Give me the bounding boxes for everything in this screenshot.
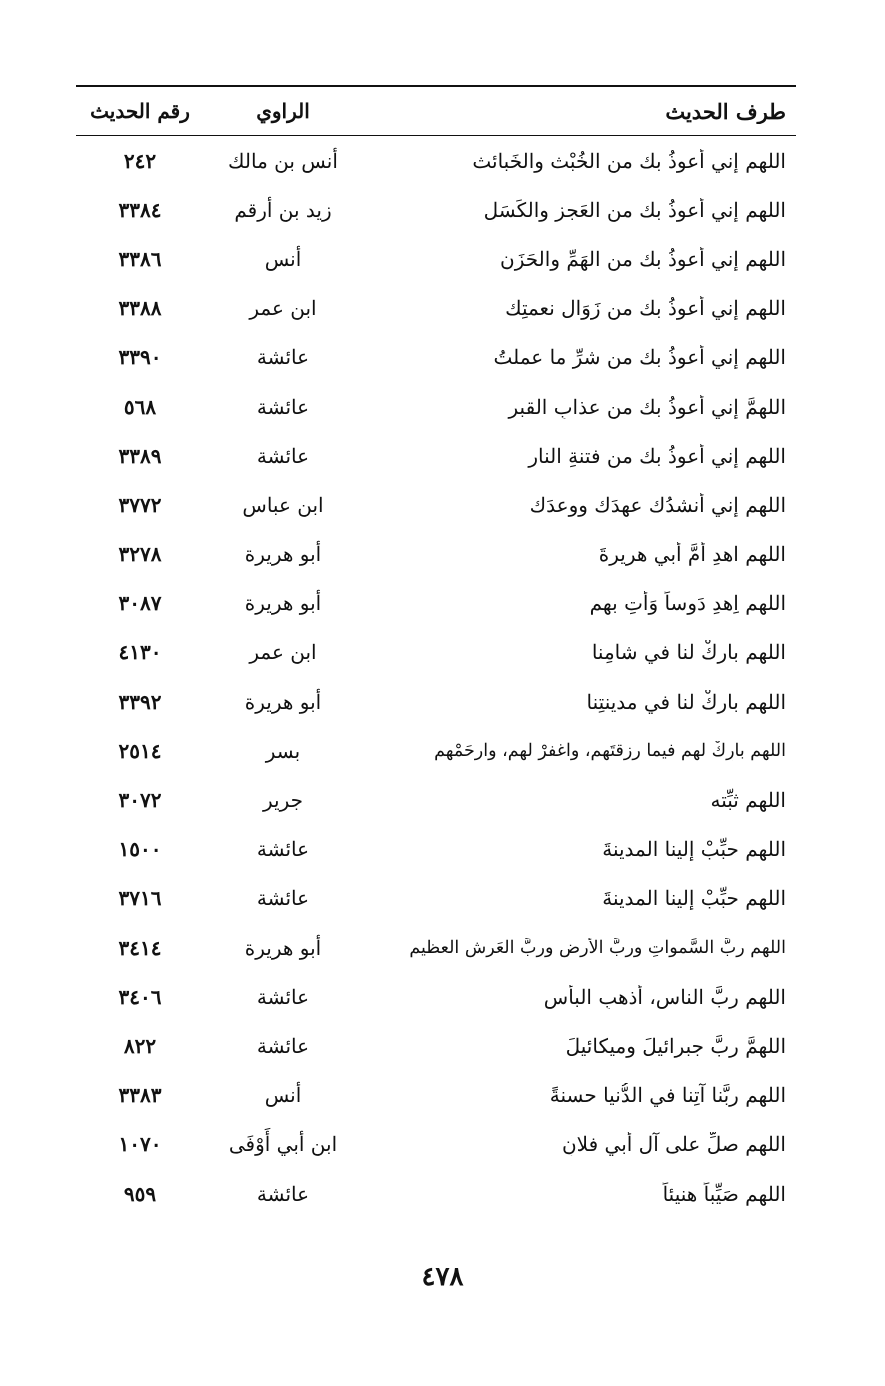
- number-cell: ٢٤٢: [123, 148, 157, 173]
- hadith-cell: اللهم إني أَعوذُ بك من شرِّ ما عملتُ: [493, 345, 786, 370]
- number-cell: ٣٠٨٧: [118, 591, 162, 616]
- number-cell: ٥٦٨: [123, 394, 157, 419]
- number-cell: ٣٣٨٣: [118, 1083, 162, 1108]
- hadith-cell: اللهم إني أَعوذُ بك من زَوَالِ نعمتِك: [505, 296, 786, 321]
- table-row: [76, 185, 796, 234]
- hadith-cell: اللهم اِهدِ دَوساً وَأْتِ بهم: [589, 591, 786, 616]
- hadith-cell: اللهم إني أَعوذُ بك من الهَمِّ والحَزَنِ: [500, 246, 786, 271]
- number-cell: ٣٣٩٠: [118, 345, 162, 370]
- number-cell: ٨٢٢: [123, 1033, 157, 1058]
- hadith-cell: اللهم ربَّ السَّمواتِ وربَّ الأرضِ وربَّ العَرشِ العظيم: [409, 937, 786, 958]
- table-row: [76, 1120, 796, 1169]
- number-cell: ٣٧٧٢: [118, 492, 162, 517]
- table-row: [76, 431, 796, 480]
- hadith-cell: اللهم حبِّبْ إلينا المدينةَ: [602, 886, 786, 911]
- rawi-cell: ابن عباس: [242, 492, 324, 517]
- rawi-cell: عائشة: [256, 345, 310, 370]
- table-row: [76, 677, 796, 726]
- rawi-cell: ابن عمر: [249, 296, 317, 321]
- table-row: [76, 333, 796, 382]
- rawi-cell: ابن عمر: [249, 640, 317, 665]
- number-cell: ٣٠٧٢: [118, 788, 162, 813]
- table-row: [76, 530, 796, 579]
- hadith-cell: اللهمَّ ربَّ جبرائيلَ وميكائيلَ: [565, 1033, 786, 1058]
- table-row: [76, 234, 796, 283]
- hadith-cell: اللهم ثبِّته: [710, 788, 786, 813]
- rawi-cell: عائشة: [256, 837, 310, 862]
- table-row: [76, 972, 796, 1021]
- table-body: [76, 136, 796, 1218]
- rawi-cell: أبو هريرة: [244, 935, 322, 960]
- rawi-cell: بسر: [265, 738, 301, 763]
- rawi-cell: جرير: [263, 788, 303, 813]
- rawi-cell: ابن أبي أَوْفَى: [228, 1132, 338, 1157]
- number-cell: ٣٣٨٨: [118, 296, 162, 321]
- number-cell: ٣٧١٦: [118, 886, 162, 911]
- table-row: [76, 628, 796, 677]
- number-cell: ٣٢٧٨: [118, 542, 162, 567]
- table-row: [76, 136, 796, 185]
- hadith-cell: اللهم صلِّ على آلِ أبي فلانٍ: [561, 1132, 786, 1157]
- hadith-cell: اللهم إني أَعوذُ بك من فتنةِ النار: [528, 443, 786, 468]
- number-cell: ٣٤١٤: [118, 935, 162, 960]
- number-cell: ٣٤٠٦: [118, 984, 162, 1009]
- table-row: [76, 825, 796, 874]
- table-header: [76, 87, 796, 136]
- hadith-cell: اللهم ربَّنا آتِنا في الدُّنيا حسنةً: [549, 1083, 786, 1108]
- hadith-cell: اللهم بارِكْ لهم فيما رزقتَهم، واغفرْ لهم، وارحَمْهم: [434, 740, 786, 761]
- number-cell: ١٠٧٠: [118, 1132, 162, 1157]
- hadith-cell: اللهم اهدِ أمَّ أبي هريرةَ: [598, 542, 786, 567]
- rawi-cell: زيد بن أرقم: [234, 197, 332, 222]
- hadith-cell: اللهم ربَّ الناس، أذهبِ البأس: [543, 984, 786, 1009]
- table-row: [76, 1021, 796, 1070]
- number-cell: ٣٣٨٤: [118, 197, 162, 222]
- table-row: [76, 284, 796, 333]
- hadith-index-table: [76, 85, 796, 1218]
- rawi-cell: أنس: [264, 246, 302, 271]
- page-number: ٤٧٨: [421, 1262, 464, 1292]
- hadith-cell: اللهمَّ إني أَعوذُ بك من عذابِ القبرِ: [508, 394, 786, 419]
- table-row: [76, 874, 796, 923]
- rawi-cell: عائشة: [256, 1033, 310, 1058]
- rawi-cell: عائشة: [256, 1181, 310, 1206]
- number-cell: ٣٣٩٢: [118, 689, 162, 714]
- rawi-cell: عائشة: [256, 394, 310, 419]
- number-cell: ٣٣٨٩: [118, 443, 162, 468]
- number-cell: ٩٥٩: [123, 1181, 157, 1206]
- hadith-cell: اللهم إني أَعوذُ بك من العَجزِ والكَسَلِ: [483, 197, 786, 222]
- hadith-cell: اللهم بارِكْ لنا في مدينتِنا: [586, 689, 786, 714]
- table-row: [76, 480, 796, 529]
- hadith-cell: اللهم إني أعوذُ بك من الخُبْث والخَبائث: [472, 148, 786, 173]
- table-row: [76, 923, 796, 972]
- hadith-cell: اللهم إني أَنشدُك عهدَك ووعدَك: [529, 492, 786, 517]
- table-row: [76, 579, 796, 628]
- header-number: رقم الحديث: [90, 99, 190, 123]
- rawi-cell: أبو هريرة: [244, 689, 322, 714]
- header-rawi: الراوي: [256, 99, 310, 123]
- table-row: [76, 1071, 796, 1120]
- rawi-cell: أنس: [264, 1083, 302, 1108]
- rawi-cell: عائشة: [256, 886, 310, 911]
- number-cell: ٣٣٨٦: [118, 246, 162, 271]
- table-row: [76, 726, 796, 775]
- rawi-cell: أبو هريرة: [244, 542, 322, 567]
- table-row: [76, 775, 796, 824]
- header-hadith: طرف الحديث: [665, 98, 786, 124]
- hadith-cell: اللهم صَيِّباً هنيئاً: [662, 1181, 786, 1206]
- table-row: [76, 1169, 796, 1218]
- number-cell: ١٥٠٠: [118, 837, 162, 862]
- rawi-cell: عائشة: [256, 443, 310, 468]
- hadith-cell: اللهم بارِكْ لنا في شامِنا: [591, 640, 786, 665]
- number-cell: ٤١٣٠: [118, 640, 162, 665]
- table-row: [76, 382, 796, 431]
- rawi-cell: أنس بن مالك: [228, 148, 338, 173]
- rawi-cell: عائشة: [256, 984, 310, 1009]
- rawi-cell: أبو هريرة: [244, 591, 322, 616]
- hadith-cell: اللهم حبِّبْ إلينا المدينةَ: [602, 837, 786, 862]
- number-cell: ٢٥١٤: [118, 738, 162, 763]
